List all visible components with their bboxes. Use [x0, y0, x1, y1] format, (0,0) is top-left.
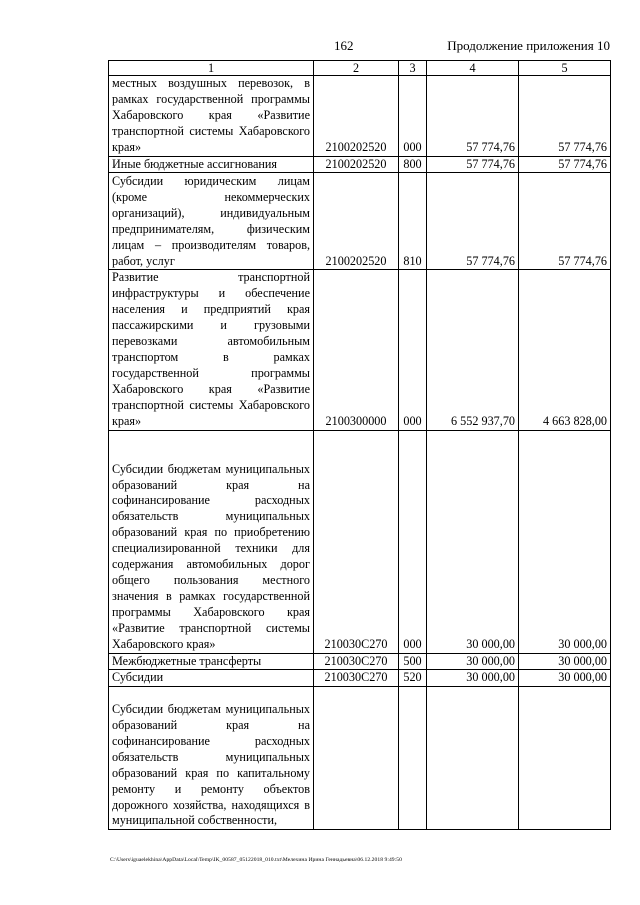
- row-sum-2: 4 663 828,00: [519, 270, 611, 430]
- table-row: [109, 430, 611, 653]
- row-name: Субсидии бюджетам муниципальных образований края на софинансирование расходных обязательств муниципальных образований края по приобретению специализированной техники для содержания автомобильных дорог общего пользования местного значения в рамках государственной программы Хабаровского края «Развитие транспортной системы Хабаровского края»: [109, 430, 314, 653]
- row-name: Субсидии бюджетам муниципальных образований края на софинансирование расходных обязательств муниципальных образований края по капитальному ремонту и ремонту объектов дорожного хозяйства, находящихся в муниципальной собственности,: [109, 687, 314, 830]
- row-type: 500: [399, 653, 427, 670]
- row-sum-1: 6 552 937,70: [427, 270, 519, 430]
- row-sum-2: 30 000,00: [519, 653, 611, 670]
- row-name: местных воздушных перевозок, в рамках государственной программы Хабаровского края «Развитие транспортной системы Хабаровского края»: [109, 76, 314, 157]
- row-code: 210030С270: [314, 670, 399, 687]
- row-name: Иные бюджетные ассигнования: [109, 156, 314, 173]
- column-header: 1: [109, 61, 314, 76]
- row-type: 810: [399, 173, 427, 270]
- row-name: Субсидии: [109, 670, 314, 687]
- row-sum-2: 30 000,00: [519, 670, 611, 687]
- row-sum-1: 30 000,00: [427, 653, 519, 670]
- table-row: [109, 687, 611, 830]
- row-type: 000: [399, 430, 427, 653]
- row-sum-1: 57 774,76: [427, 173, 519, 270]
- row-type: 000: [399, 76, 427, 157]
- column-header: 5: [519, 61, 611, 76]
- budget-table: [108, 60, 611, 830]
- table-row: [109, 270, 611, 430]
- row-sum-1: 57 774,76: [427, 156, 519, 173]
- row-name: Развитие транспортной инфраструктуры и обеспечение населения и предприятий края пассажирскими и грузовыми перевозками автомобильным транспортом в рамках государственной программы Хабаровского края «Развитие транспортной системы Хабаровского края»: [109, 270, 314, 430]
- column-header: 3: [399, 61, 427, 76]
- row-sum-2: 57 774,76: [519, 173, 611, 270]
- table-row: [109, 653, 611, 670]
- page-number: 162: [334, 38, 354, 53]
- row-sum-2: [519, 687, 611, 830]
- table-row: [109, 173, 611, 270]
- row-code: 210030С270: [314, 430, 399, 653]
- table-header-row: [109, 61, 611, 76]
- row-sum-1: 30 000,00: [427, 430, 519, 653]
- row-code: 2100300000: [314, 270, 399, 430]
- table-row: [109, 76, 611, 157]
- column-header: 4: [427, 61, 519, 76]
- row-code: [314, 687, 399, 830]
- row-sum-1: 57 774,76: [427, 76, 519, 157]
- table-row: [109, 156, 611, 173]
- row-sum-1: [427, 687, 519, 830]
- appendix-note: Продолжение приложения 10: [447, 38, 610, 53]
- row-sum-2: 30 000,00: [519, 430, 611, 653]
- row-code: 2100202520: [314, 173, 399, 270]
- column-header: 2: [314, 61, 399, 76]
- row-type: [399, 687, 427, 830]
- row-name: Субсидии юридическим лицам (кроме некоммерческих организаций), индивидуальным предпринимателям, физическим лицам – производителям товаров, работ, услуг: [109, 173, 314, 270]
- row-code: 2100202520: [314, 156, 399, 173]
- footer-file-path: C:\Users\iguaelekhina\AppData\Local\Temp\IK_00587_05122018_010.txt\Мелехина Ирина Геннадьевна\06.12.2018 9:49:50: [110, 857, 402, 863]
- row-sum-2: 57 774,76: [519, 156, 611, 173]
- row-name: Межбюджетные трансферты: [109, 653, 314, 670]
- row-code: 2100202520: [314, 76, 399, 157]
- row-type: 800: [399, 156, 427, 173]
- table-row: [109, 670, 611, 687]
- row-type: 000: [399, 270, 427, 430]
- row-sum-2: 57 774,76: [519, 76, 611, 157]
- row-sum-1: 30 000,00: [427, 670, 519, 687]
- row-code: 210030С270: [314, 653, 399, 670]
- row-type: 520: [399, 670, 427, 687]
